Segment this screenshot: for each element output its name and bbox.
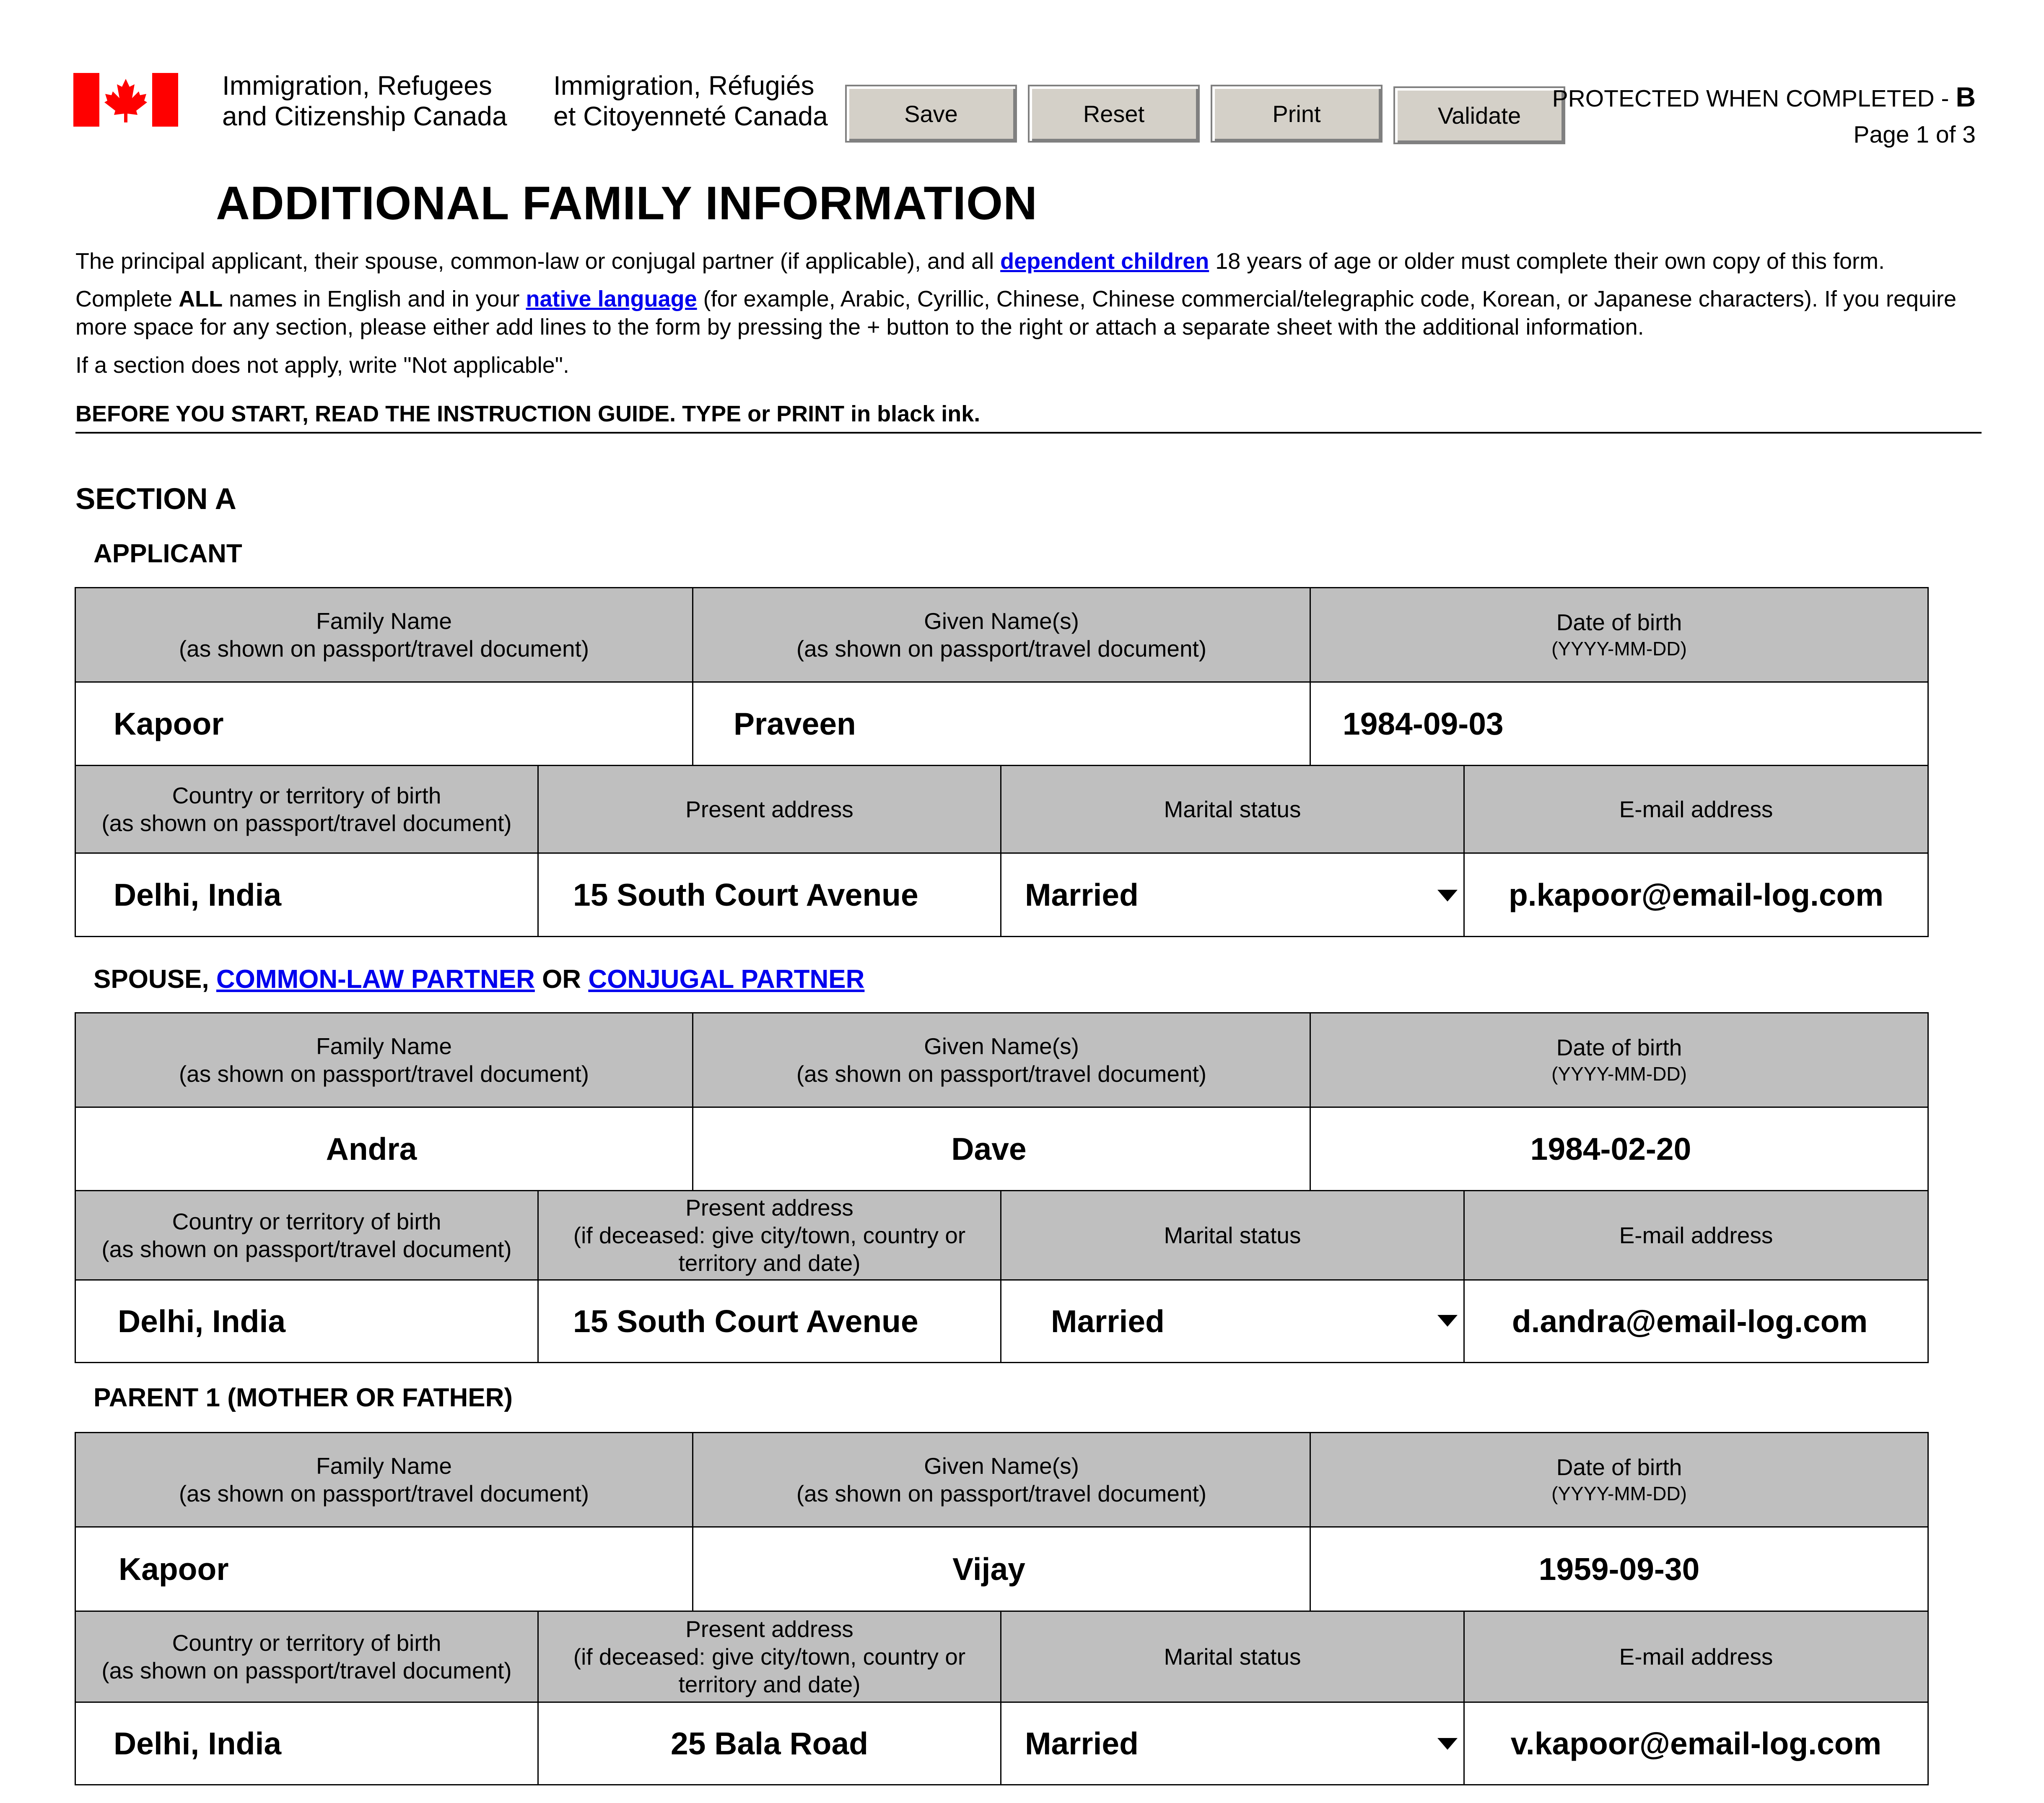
parent1-address-field[interactable]: 25 Bala Road (537, 1702, 1001, 1785)
chevron-down-icon[interactable] (1437, 890, 1458, 902)
spouse-email-field[interactable]: d.andra@email-log.com (1463, 1279, 1929, 1363)
parent1-family-name-header: Family Name (as shown on passport/travel document) (75, 1432, 693, 1528)
parent1-family-name-field[interactable]: Kapoor (75, 1526, 693, 1612)
spouse-given-names-header: Given Name(s) (as shown on passport/travel document) (692, 1012, 1311, 1108)
parent1-country-birth-field[interactable]: Delhi, India (75, 1702, 539, 1785)
parent1-marital-status-select[interactable]: Married (1000, 1702, 1465, 1785)
department-name-en: Immigration, Refugees and Citizenship Canada (222, 70, 507, 131)
dependent-children-link[interactable]: dependent children (1000, 249, 1209, 274)
protected-notice: PROTECTED WHEN COMPLETED - B Page 1 of 3 (1552, 79, 1976, 153)
parent1-email-header: E-mail address (1463, 1611, 1929, 1703)
spouse-marital-status-select[interactable]: Married (1000, 1279, 1465, 1363)
parent1-email-field[interactable]: v.kapoor@email-log.com (1463, 1702, 1929, 1785)
intro-paragraph-1: The principal applicant, their spouse, common-law or conjugal partner (if applicable), and all dependent children 18 years of age or older must complete their own copy of this form. (75, 249, 1885, 274)
applicant-dob-field[interactable]: 1984-09-03 (1310, 681, 1929, 766)
parent1-country-birth-header: Country or territory of birth (as shown on passport/travel document) (75, 1611, 539, 1703)
instruction-notice: BEFORE YOU START, READ THE INSTRUCTION GUIDE. TYPE or PRINT in black ink. (75, 401, 980, 426)
parent1-dob-header: Date of birth (YYYY-MM-DD) (1310, 1432, 1929, 1528)
intro-paragraph-2: Complete ALL names in English and in your native language (for example, Arabic, Cyrillic, Chinese, Chinese commercial/telegraphic code, Korean, or Japanese characters). If you require more space for any section, please either add lines to the form by pressing the + button to the right or attach a separate sheet with the additional information. (75, 286, 1956, 340)
parent1-given-names-header: Given Name(s) (as shown on passport/travel document) (692, 1432, 1311, 1528)
applicant-dob-header: Date of birth (YYYY-MM-DD) (1310, 587, 1929, 683)
native-language-link[interactable]: native language (526, 286, 697, 312)
spouse-email-header: E-mail address (1463, 1190, 1929, 1281)
section-a-title: SECTION A (75, 483, 236, 516)
applicant-email-header: E-mail address (1463, 765, 1929, 854)
applicant-family-name-field[interactable]: Kapoor (75, 681, 693, 766)
applicant-country-birth-header: Country or territory of birth (as shown on passport/travel document) (75, 765, 539, 854)
applicant-address-header: Present address (537, 765, 1001, 854)
applicant-email-field[interactable]: p.kapoor@email-log.com (1463, 852, 1929, 937)
applicant-heading: APPLICANT (93, 539, 242, 568)
applicant-given-names-field[interactable]: Praveen (692, 681, 1311, 766)
parent1-heading: PARENT 1 (MOTHER OR FATHER) (93, 1383, 513, 1412)
print-button[interactable]: Print (1211, 85, 1383, 143)
spouse-country-birth-header: Country or territory of birth (as shown on passport/travel document) (75, 1190, 539, 1281)
intro-paragraph-3: If a section does not apply, write "Not applicable". (75, 353, 569, 378)
chevron-down-icon[interactable] (1437, 1315, 1458, 1327)
chevron-down-icon[interactable] (1437, 1738, 1458, 1750)
applicant-address-field[interactable]: 15 South Court Avenue (537, 852, 1001, 937)
spouse-heading: SPOUSE, COMMON-LAW PARTNER OR CONJUGAL PARTNER (93, 965, 865, 994)
common-law-partner-link[interactable]: COMMON-LAW PARTNER (216, 965, 535, 994)
applicant-given-names-header: Given Name(s) (as shown on passport/travel document) (692, 587, 1311, 683)
spouse-address-header: Present address (if deceased: give city/town, country or territory and date) (537, 1190, 1001, 1281)
divider (75, 432, 1982, 434)
conjugal-partner-link[interactable]: CONJUGAL PARTNER (588, 965, 865, 994)
spouse-dob-header: Date of birth (YYYY-MM-DD) (1310, 1012, 1929, 1108)
parent1-marital-status-header: Marital status (1000, 1611, 1465, 1703)
canada-flag-icon (73, 73, 178, 127)
spouse-address-field[interactable]: 15 South Court Avenue (537, 1279, 1001, 1363)
applicant-family-name-header: Family Name (as shown on passport/travel document) (75, 587, 693, 683)
parent1-given-names-field[interactable]: Vijay (692, 1526, 1311, 1612)
parent1-dob-field[interactable]: 1959-09-30 (1310, 1526, 1929, 1612)
spouse-dob-field[interactable]: 1984-02-20 (1310, 1107, 1929, 1191)
spouse-family-name-field[interactable]: Andra (75, 1107, 693, 1191)
validate-button[interactable]: Validate (1393, 86, 1565, 144)
spouse-given-names-field[interactable]: Dave (692, 1107, 1311, 1191)
reset-button[interactable]: Reset (1028, 85, 1200, 143)
spouse-country-birth-field[interactable]: Delhi, India (75, 1279, 539, 1363)
parent1-address-header: Present address (if deceased: give city/town, country or territory and date) (537, 1611, 1001, 1703)
save-button[interactable]: Save (845, 85, 1017, 143)
page-title: ADDITIONAL FAMILY INFORMATION (216, 177, 1038, 229)
department-name-fr: Immigration, Réfugiés et Citoyenneté Canada (553, 70, 828, 131)
applicant-country-birth-field[interactable]: Delhi, India (75, 852, 539, 937)
applicant-marital-status-header: Marital status (1000, 765, 1465, 854)
spouse-family-name-header: Family Name (as shown on passport/travel document) (75, 1012, 693, 1108)
page-number: Page 1 of 3 (1853, 121, 1976, 148)
spouse-marital-status-header: Marital status (1000, 1190, 1465, 1281)
applicant-marital-status-select[interactable]: Married (1000, 852, 1465, 937)
